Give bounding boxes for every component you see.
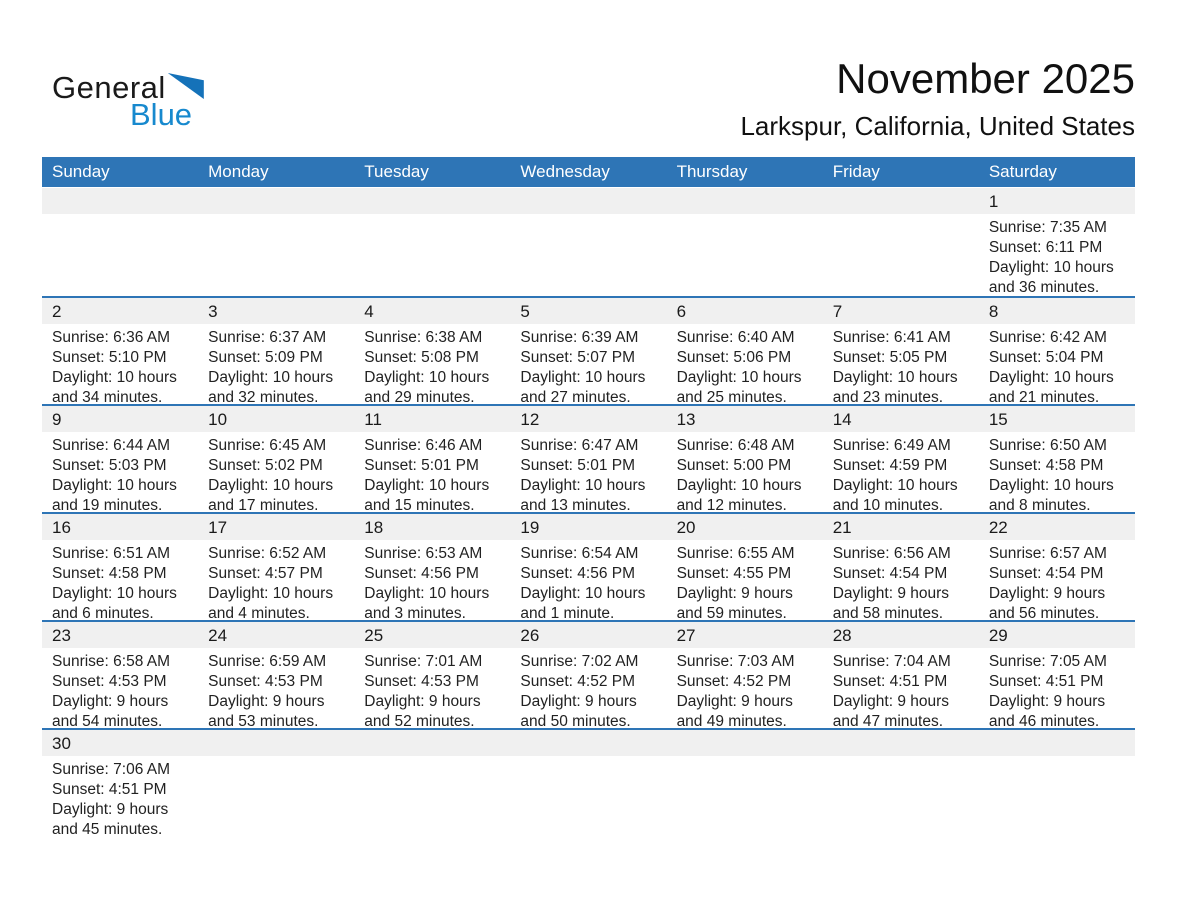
day-details <box>667 540 823 624</box>
day-number: 5 <box>520 302 530 321</box>
detail-line: Sunrise: 6:36 AM <box>52 329 171 346</box>
detail-line: and 53 minutes. <box>208 712 319 730</box>
detail-line: Daylight: 9 hours <box>832 584 950 602</box>
day-number: 23 <box>52 626 71 645</box>
day-details <box>510 324 666 408</box>
detail-line: and 58 minutes. <box>832 604 943 622</box>
day-cell <box>42 514 198 620</box>
detail-line: Sunset: 5:02 PM <box>208 456 323 474</box>
day-details <box>354 648 510 732</box>
day-number: 24 <box>208 626 228 645</box>
week-row <box>42 188 1135 296</box>
day-number: 11 <box>364 410 382 429</box>
day-cell <box>198 298 354 404</box>
day-details <box>510 648 666 732</box>
detail-line: Daylight: 10 hours <box>52 584 177 602</box>
day-cell <box>823 514 979 620</box>
day-cell <box>979 406 1135 512</box>
day-cell <box>42 298 198 404</box>
detail-line: Sunset: 4:53 PM <box>208 672 323 690</box>
day-details <box>979 540 1135 624</box>
week-row <box>42 620 1135 728</box>
detail-line: and 49 minutes. <box>676 712 787 730</box>
weekday-wednesday: Wednesday <box>520 162 610 181</box>
day-number: 17 <box>208 518 228 537</box>
week-row <box>42 404 1135 512</box>
detail-line: Daylight: 10 hours <box>988 476 1114 494</box>
week-row <box>42 728 1135 852</box>
day-details <box>823 540 979 624</box>
detail-line: and 10 minutes. <box>832 496 943 514</box>
day-cell <box>198 514 354 620</box>
day-cell <box>42 406 198 512</box>
detail-line: Sunset: 5:05 PM <box>832 348 948 366</box>
day-details <box>42 432 198 516</box>
detail-line: Sunrise: 6:46 AM <box>364 437 483 454</box>
detail-line: Sunset: 4:55 PM <box>676 564 792 582</box>
day-number: 29 <box>988 626 1008 645</box>
detail-line: Sunset: 4:57 PM <box>208 564 323 582</box>
detail-line: Daylight: 10 hours <box>208 584 334 602</box>
day-details <box>354 540 510 624</box>
day-details <box>42 324 198 408</box>
day-cell <box>510 622 666 728</box>
day-number: 14 <box>832 410 852 429</box>
detail-line: Daylight: 10 hours <box>208 368 334 386</box>
detail-line: Sunset: 4:51 PM <box>52 780 167 798</box>
empty-day-cell <box>510 730 666 852</box>
detail-line: and 1 minute. <box>520 604 615 622</box>
day-cell <box>823 406 979 512</box>
day-cell <box>979 298 1135 404</box>
detail-line: and 19 minutes. <box>52 496 163 514</box>
detail-line: Sunrise: 6:48 AM <box>676 437 795 454</box>
detail-line: and 32 minutes. <box>208 388 319 406</box>
day-cell <box>354 406 510 512</box>
day-number: 18 <box>364 518 384 537</box>
weekday-saturday: Saturday <box>988 162 1057 181</box>
empty-day-cell <box>42 188 198 296</box>
day-details <box>42 648 198 732</box>
day-cell <box>198 406 354 512</box>
day-cell <box>979 188 1135 296</box>
detail-line: Sunrise: 6:57 AM <box>988 545 1107 562</box>
detail-line: Sunset: 5:06 PM <box>676 348 792 366</box>
detail-line: Sunset: 4:52 PM <box>520 672 636 690</box>
empty-day-cell <box>823 730 979 852</box>
title-block <box>435 55 1135 142</box>
detail-line: Daylight: 10 hours <box>832 476 958 494</box>
day-number: 26 <box>520 626 540 645</box>
detail-line: Daylight: 9 hours <box>208 692 325 710</box>
detail-line: and 25 minutes. <box>676 388 787 406</box>
detail-line: Sunrise: 6:49 AM <box>832 437 951 454</box>
detail-line: Daylight: 9 hours <box>988 584 1106 602</box>
day-details <box>198 648 354 732</box>
day-number: 7 <box>832 302 843 321</box>
detail-line: Sunrise: 7:05 AM <box>988 653 1107 670</box>
day-cell <box>510 514 666 620</box>
day-number: 2 <box>52 302 62 321</box>
weekday-thursday: Thursday <box>676 162 748 181</box>
detail-line: Daylight: 9 hours <box>52 800 169 818</box>
detail-line: and 21 minutes. <box>988 388 1100 406</box>
detail-line: Sunset: 5:07 PM <box>520 348 636 366</box>
detail-line: Sunrise: 6:53 AM <box>364 545 483 562</box>
day-cell <box>667 406 823 512</box>
detail-line: Sunrise: 6:54 AM <box>520 545 639 562</box>
detail-line: Sunset: 4:53 PM <box>364 672 479 690</box>
day-details <box>823 324 979 408</box>
detail-line: and 34 minutes. <box>52 388 163 406</box>
day-cell <box>667 514 823 620</box>
day-number: 19 <box>520 518 540 537</box>
day-number: 22 <box>988 518 1008 537</box>
detail-line: Sunset: 4:59 PM <box>832 456 948 474</box>
detail-line: Sunset: 5:08 PM <box>364 348 479 366</box>
detail-line: Sunset: 5:10 PM <box>52 348 167 366</box>
detail-line: Daylight: 9 hours <box>676 584 793 602</box>
detail-line: Sunrise: 7:06 AM <box>52 761 171 778</box>
detail-line: Sunset: 6:11 PM <box>988 238 1103 256</box>
detail-line: Daylight: 9 hours <box>520 692 637 710</box>
detail-line: Sunrise: 6:50 AM <box>988 437 1107 454</box>
detail-line: and 54 minutes. <box>52 712 163 730</box>
detail-line: Sunset: 5:03 PM <box>52 456 167 474</box>
day-number: 6 <box>676 302 687 321</box>
logo-triangle-icon <box>168 73 204 99</box>
logo <box>52 72 204 130</box>
day-cell <box>354 622 510 728</box>
day-details <box>667 648 823 732</box>
day-details <box>42 756 198 840</box>
day-number: 30 <box>52 734 71 753</box>
day-details <box>667 324 823 408</box>
day-number: 13 <box>676 410 696 429</box>
day-cell <box>354 298 510 404</box>
day-details <box>198 432 354 516</box>
empty-day-cell <box>198 730 354 852</box>
detail-line: Daylight: 10 hours <box>208 476 334 494</box>
detail-line: Daylight: 10 hours <box>364 476 490 494</box>
detail-line: Sunrise: 6:44 AM <box>52 437 171 454</box>
day-details <box>979 214 1135 298</box>
detail-line: Sunset: 4:51 PM <box>832 672 948 690</box>
detail-line: Sunrise: 6:58 AM <box>52 653 171 670</box>
detail-line: Daylight: 9 hours <box>676 692 793 710</box>
detail-line: Sunset: 5:09 PM <box>208 348 323 366</box>
detail-line: and 47 minutes. <box>832 712 943 730</box>
day-cell <box>42 622 198 728</box>
detail-line: Daylight: 10 hours <box>364 584 490 602</box>
calendar <box>42 157 1135 852</box>
day-cell <box>198 622 354 728</box>
day-details <box>510 540 666 624</box>
empty-day-cell <box>198 188 354 296</box>
weekday-friday: Friday <box>832 162 880 181</box>
day-number: 10 <box>208 410 228 429</box>
detail-line: Sunrise: 6:40 AM <box>676 329 795 346</box>
detail-line: Sunrise: 6:38 AM <box>364 329 483 346</box>
detail-line: and 27 minutes. <box>520 388 631 406</box>
day-details <box>198 324 354 408</box>
detail-line: Sunset: 4:53 PM <box>52 672 167 690</box>
detail-line: Daylight: 10 hours <box>988 258 1114 276</box>
detail-line: Daylight: 9 hours <box>52 692 169 710</box>
detail-line: Sunrise: 7:04 AM <box>832 653 951 670</box>
day-details <box>198 540 354 624</box>
detail-line: Sunrise: 6:42 AM <box>988 329 1107 346</box>
detail-line: Sunset: 4:56 PM <box>520 564 636 582</box>
day-details <box>667 432 823 516</box>
detail-line: Daylight: 10 hours <box>832 368 958 386</box>
detail-line: and 45 minutes. <box>52 820 163 838</box>
detail-line: Sunset: 5:01 PM <box>364 456 479 474</box>
detail-line: and 6 minutes. <box>52 604 154 622</box>
detail-line: and 29 minutes. <box>364 388 475 406</box>
day-details <box>979 324 1135 408</box>
detail-line: and 15 minutes. <box>364 496 475 514</box>
day-number: 15 <box>988 410 1008 429</box>
day-number: 25 <box>364 626 384 645</box>
detail-line: and 23 minutes. <box>832 388 943 406</box>
detail-line: and 3 minutes. <box>364 604 466 622</box>
detail-line: Daylight: 10 hours <box>364 368 490 386</box>
detail-line: Sunrise: 7:03 AM <box>676 653 795 670</box>
detail-line: Sunset: 4:52 PM <box>676 672 792 690</box>
empty-day-cell <box>979 730 1135 852</box>
detail-line: Sunrise: 7:02 AM <box>520 653 639 670</box>
detail-line: Sunset: 5:01 PM <box>520 456 636 474</box>
day-details <box>354 324 510 408</box>
page-title: November 2025 <box>836 55 1135 102</box>
detail-line: Sunrise: 6:55 AM <box>676 545 795 562</box>
day-number: 20 <box>676 518 696 537</box>
detail-line: and 17 minutes. <box>208 496 319 514</box>
day-details <box>823 432 979 516</box>
detail-line: Sunset: 4:56 PM <box>364 564 479 582</box>
detail-line: Sunset: 4:58 PM <box>52 564 167 582</box>
detail-line: Sunrise: 6:51 AM <box>52 545 171 562</box>
detail-line: Sunrise: 6:59 AM <box>208 653 327 670</box>
day-number: 3 <box>208 302 218 321</box>
detail-line: and 59 minutes. <box>676 604 787 622</box>
weekday-header-row <box>42 157 1135 187</box>
empty-day-cell <box>823 188 979 296</box>
detail-line: Daylight: 9 hours <box>988 692 1106 710</box>
day-number: 27 <box>676 626 696 645</box>
detail-line: Daylight: 10 hours <box>676 368 802 386</box>
day-details <box>979 432 1135 516</box>
detail-line: Sunrise: 7:35 AM <box>988 219 1107 236</box>
detail-line: Daylight: 10 hours <box>520 368 646 386</box>
detail-line: Daylight: 9 hours <box>364 692 481 710</box>
page-subtitle: Larkspur, California, United States <box>740 111 1135 142</box>
detail-line: Sunrise: 6:41 AM <box>832 329 951 346</box>
day-cell <box>823 622 979 728</box>
day-cell <box>354 514 510 620</box>
day-number: 9 <box>52 410 62 429</box>
detail-line: Daylight: 9 hours <box>832 692 950 710</box>
detail-line: and 52 minutes. <box>364 712 475 730</box>
detail-line: and 13 minutes. <box>520 496 631 514</box>
day-cell <box>667 622 823 728</box>
empty-day-cell <box>667 730 823 852</box>
weekday-tuesday: Tuesday <box>364 162 429 181</box>
detail-line: Sunset: 4:58 PM <box>988 456 1104 474</box>
day-number: 8 <box>988 302 999 321</box>
detail-line: and 56 minutes. <box>988 604 1100 622</box>
day-number: 16 <box>52 518 71 537</box>
detail-line: Sunrise: 6:37 AM <box>208 329 327 346</box>
logo-text-blue: Blue <box>130 97 193 132</box>
detail-line: Sunrise: 6:47 AM <box>520 437 639 454</box>
day-cell <box>979 622 1135 728</box>
day-details <box>354 432 510 516</box>
day-details <box>823 648 979 732</box>
detail-line: Daylight: 10 hours <box>520 476 646 494</box>
detail-line: Sunrise: 6:39 AM <box>520 329 639 346</box>
day-cell <box>510 298 666 404</box>
day-cell <box>979 514 1135 620</box>
detail-line: Sunset: 4:54 PM <box>832 564 948 582</box>
detail-line: Sunset: 5:04 PM <box>988 348 1104 366</box>
day-number: 21 <box>832 518 852 537</box>
detail-line: and 46 minutes. <box>988 712 1100 730</box>
day-cell <box>667 298 823 404</box>
detail-line: Sunset: 4:54 PM <box>988 564 1104 582</box>
day-number: 12 <box>520 410 540 429</box>
detail-line: and 8 minutes. <box>988 496 1091 514</box>
detail-line: Sunset: 5:00 PM <box>676 456 792 474</box>
day-number: 1 <box>988 192 999 211</box>
empty-day-cell <box>354 188 510 296</box>
weekday-sunday: Sunday <box>52 162 110 181</box>
empty-day-cell <box>510 188 666 296</box>
detail-line: Daylight: 10 hours <box>676 476 802 494</box>
detail-line: and 12 minutes. <box>676 496 787 514</box>
detail-line: and 4 minutes. <box>208 604 310 622</box>
calendar-grid <box>42 188 1135 852</box>
day-cell <box>510 406 666 512</box>
detail-line: Sunrise: 6:52 AM <box>208 545 327 562</box>
day-details <box>979 648 1135 732</box>
detail-line: Daylight: 10 hours <box>52 476 177 494</box>
day-details <box>42 540 198 624</box>
week-row <box>42 296 1135 404</box>
empty-day-cell <box>354 730 510 852</box>
detail-line: Sunrise: 7:01 AM <box>364 653 483 670</box>
detail-line: and 50 minutes. <box>520 712 631 730</box>
week-row <box>42 512 1135 620</box>
detail-line: Sunrise: 6:45 AM <box>208 437 327 454</box>
day-details <box>510 432 666 516</box>
day-cell <box>42 730 198 852</box>
detail-line: Sunrise: 6:56 AM <box>832 545 951 562</box>
detail-line: and 36 minutes. <box>988 278 1100 296</box>
detail-line: Daylight: 10 hours <box>520 584 646 602</box>
detail-line: Sunset: 4:51 PM <box>988 672 1104 690</box>
detail-line: Daylight: 10 hours <box>988 368 1114 386</box>
empty-day-cell <box>667 188 823 296</box>
detail-line: Daylight: 10 hours <box>52 368 177 386</box>
day-cell <box>823 298 979 404</box>
day-number: 4 <box>364 302 374 321</box>
day-number: 28 <box>832 626 852 645</box>
logo-text-general: General <box>52 70 166 105</box>
weekday-monday: Monday <box>208 162 269 181</box>
